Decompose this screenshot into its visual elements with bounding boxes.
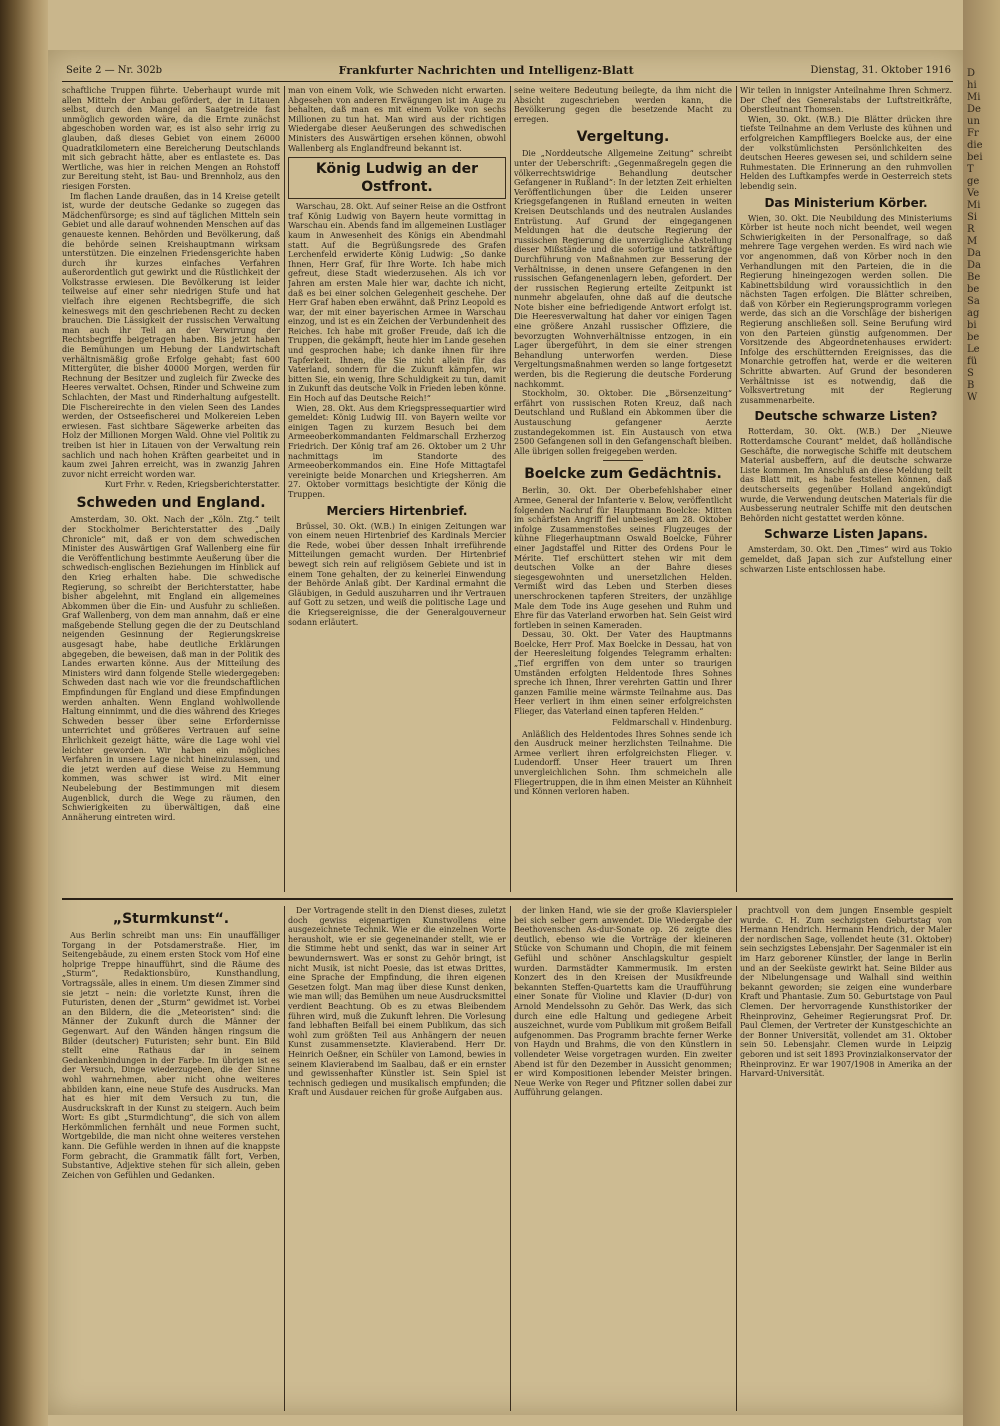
- article-text: der linken Hand, wie sie der große Klavierspieler bei sich selber gern anwendet. Die Wiedergabe der Beethovenschen As-dur-Sonate op. 26 zeigte dies deutlich, ebenso wie die Vorträge der kleineren Stücke von Schumann und Chopin, die mit feinem Gefühl und schöner Anschlagskultur gespielt wurden. Darmstädter Kammermusik. Im ersten Konzert des in den Kreisen der Musikfreunde bekannten Steffen-Quartetts kam die Uraufführung einer Sonate für Violine und Klavier (D-dur) von Arnold Mendelssohn zu Gehör. Das Werk, das sich durch eine edle Haltung und gediegene Arbeit auszeichnet, wurde vom Publikum mit großem Beifall aufgenommen. Das Programm brachte ferner Werke von Haydn und Brahms, die von den Künstlern in vollendeter Weise vorgetragen wurden. Ein zweiter Abend ist für den Dezember in Aussicht genommen; er wird Kompositionen lebender Meister bringen. Neue Werke von Reger und Pfitzner sollen dabei zur Aufführung gelangen.: [514, 906, 732, 1098]
- column-divider: [510, 906, 511, 1411]
- column-divider: [510, 86, 511, 892]
- article-text: Wien, 30. Okt. Die Neubildung des Ministeriums Körber ist heute noch nicht beendet, weil wegen Schwierigkeiten in der Personalfrage, so daß mehrere Tage vergehen werden. Es wird nach wie vor angenommen, daß von Körber noch in den Verhandlungen mit den Parteien, die in die Regierung hineingezogen werden sollen. Die Kabinettsbildung wird voraussichtlich in den nächsten Tagen erfolgen. Die Blätter schreiben, daß von Körber ein Regierungsprogramm vorlegen werde, das sich an die Vorschläge der bisherigen Regierung anschließen soll. Seine Berufung wird von den Parteien günstig aufgenommen. Der Vorsitzende des Abgeordnetenhauses erwidert: Infolge des erschütternden Ereignisses, das die Monarchie getroffen hat, werde er die weiteren Schritte abwarten. Auf Grund der besonderen Verhältnisse ist es notwendig, daß die Volksvertretung mit der Regierung zusammenarbeite.: [740, 213, 952, 405]
- running-header: [66, 62, 951, 78]
- byline: Kurt Frhr. v. Reden, Kriegsberichterstatter.: [104, 480, 280, 490]
- article-text: man von einem Volk, wie Schweden nicht erwarten. Abgesehen von anderen Erwägungen ist im Auge zu behalten, daß man es mit einem Volke von sechs Millionen zu tun hat. Man wird aus der richtigen Wiedergabe dieser Aeußerungen des schwedischen Ministers des Auswärtigen ersehen können, obwohl Wallenberg als Englandfreund bekannt ist.: [288, 86, 506, 153]
- masthead: Frankfurter Nachrichten und Intelligenz-Blatt: [338, 63, 634, 77]
- article-text: Amsterdam, 30. Okt. Nach der „Köln. Ztg.“ teilt der Stockholmer Berichterstatter des „Daily Chronicle“ mit, daß er von dem schwedischen Minister des Auswärtigen Graf Wallenberg eine für die Veröffentlichung bestimmte Aeußerung über die schwedisch-englischen Beziehungen im Hinblick auf den Krieg erhalten habe. Die schwedische Regierung, so schreibt der Berichterstatter, habe bisher abgelehnt, mit England ein allgemeines Abkommen über die Ein- und Ausfuhr zu schließen. Graf Wallenberg, von dem man annahm, daß er eine maßgebende Stellung gegen die der zu Deutschland neigenden Gesinnung der Regierungskreise ausgesagt habe, habe deutliche Erklärungen abgegeben, die beweisen, daß man in der Politik des Landes erwarten könne. Aus der Mitteilung des Ministers wird dann folgende Stelle wiedergegeben: Schweden dast nach wie vor die freundschaftlichen Empfindungen für England und diese Empfindungen werden anhalten. Wenn England wohlwollende Haltung einnimmt, und die dies während des Krieges Schweden besser über seine Erfordernisse unterrichtet und größeres Vertrauen auf seine Ehrlichkeit gezeigt hätte, wäre die Lage wohl viel leichter geworden. Wir haben ein mögliches Verfahren in unsere Lage nicht hineinzulassen, und die jetzt werden auf diese Weise zu Hemmung kommen, was schwer ist wird. Mit einer Neubelebung der Bestimmungen mit diesem Augenblick, durch die Wege zu räumen, den Schwierigkeiten zu überwältigen, daß eine Annäherung eintreten wird.: [62, 515, 280, 822]
- column-divider: [284, 906, 285, 1411]
- headline: Deutsche schwarze Listen?: [754, 409, 938, 424]
- article-text: Amsterdam, 30. Okt. Den „Times“ wird aus Tokio gemeldet, daß Japan sich zur Aufstellung einer schwarzen Liste entschlossen habe.: [740, 545, 952, 574]
- article-text: Der Vortragende stellt in den Dienst dieses, zuletzt doch gewiss eigenartigen Kunstwollens eine ausgezeichnete Technik. Wie er die einzelnen Worte herausholt, wie er sie gegeneinander stellt, wie er die Stimme hebt und senkt, das war in seiner Art bewundernswert. Was er sonst zu Gehör bringt, ist nicht Musik, ist nicht Poesie, das ist etwas Drittes, eine Sprache der Empfindung, die ihren eigenen Gesetzen folgt. Man mag über diese Kunst denken, wie man will; das Bemühen um neue Ausdrucksmittel verdient Beachtung. Ob es zu etwas Bleibendem führen wird, muß die Zukunft lehren. Die Vorlesung fand lebhaften Beifall bei einem Publikum, das sich wohl zum größten Teil aus Anhängern der neuen Kunst zusammensetzte. Klavierabend. Herr Dr. Heinrich Oeßner, ein Schüler von Lamond, bewies in seinem Klavierabend im Saalbau, daß er ein ernster und gewissenhafter Künstler ist. Sein Spiel ist technisch gediegen und musikalisch empfunden; die Kraft und Ausdauer reichen für große Aufgaben aus.: [288, 906, 506, 1098]
- header-rule: [62, 81, 953, 82]
- feuilleton-column-2: [288, 906, 506, 1411]
- column-2: [288, 86, 506, 892]
- headline: Das Ministerium Körber.: [764, 195, 928, 210]
- issue-date: Dienstag, 31. Oktober 1916: [810, 64, 951, 76]
- page-number: Seite 2 — Nr. 302b: [66, 64, 163, 76]
- article-text: Anläßlich des Heldentodes Ihres Sohnes sende ich den Ausdruck meiner herzlichsten Teilnahme. Die Armee verliert ihren erfolgreichsten Flieger. v. Ludendorff. Unser Heer trauert um Ihren unvergleichlichen Sohn. Ihm schmeicheln alle Fliegertruppen, die in ihm einen Meister an Kühnheit und Können verloren haben.: [514, 729, 732, 797]
- headline: König Ludwig an der Ostfront.: [288, 157, 506, 199]
- headline: Boelcke zum Gedächtnis.: [524, 466, 722, 483]
- article-text: Die „Norddeutsche Allgemeine Zeitung“ schreibt unter der Ueberschrift: „Gegenmaßregeln gegen die völkerrechtswidrige Behandlung deutscher Gefangener in Rußland“: In der letzten Zeit erhielten Veröffentlichungen über die Leiden unserer Kriegsgefangenen in Rußland erneuten in weiten Kreisen Deutschlands und des neutralen Auslandes Entrüstung. Auf Grund der eingegangenen Meldungen hat die deutsche Regierung der russischen Regierung die unverzügliche Abstellung dieser Mißstände und die sofortige und tatkräftige Durchführung von Maßnahmen zur Besserung der Verhältnisse, in denen unsere Gefangenen in den russischen Gefangenenlagern leben, gefordert. Der der russischen Regierung erteilte Zeitpunkt ist nunmehr abgelaufen, ohne daß auf die deutsche Note bisher eine befriedigende Antwort erfolgt ist. Die Heeresverwaltung hat daher vor einigen Tagen eine größere Anzahl russischer Offiziere, die bevorzugten Wohnverhältnisse entzogen, in ein Lager übergeführt, in dem sie einer strengen Behandlung unterworfen werden. Diese Vergeltungsmaßnahmen werden so lange fortgesetzt werden, bis die Regierung die deutsche Forderung nachkommt.: [514, 149, 732, 389]
- column-divider: [736, 906, 737, 1411]
- article-text: prachtvoll von dem jungen Ensemble gespielt wurde. C. H. Zum sechzigsten Geburtstag von Hermann Hendrich. Hermann Hendrich, der Maler der nordischen Sage, vollendet heute (31. Oktober) sein sechzigstes Lebensjahr. Der Sagenmaler ist ein im Harz geborener Künstler, der lange in Berlin und an der Seeküste gewirkt hat. Seine Bilder aus der Nibelungensage und Walhall sind weithin bekannt geworden; sie zeigen eine wunderbare Kraft und Phantasie. Zum 50. Geburtstage von Paul Clemen. Der hervorragende Kunsthistoriker der Rheinprovinz, Geheimer Regierungsrat Prof. Dr. Paul Clemen, der Vertreter der Kunstgeschichte an der Bonner Universität, vollendet am 31. Oktober sein 50. Lebensjahr. Clemen wurde in Leipzig geboren und ist seit 1893 Provinzialkonservator der Rheinprovinz. Er war 1907/1908 in Amerika an der Harvard-Universität.: [740, 906, 952, 1079]
- column-3: [514, 86, 732, 892]
- article-text: Wien, 30. Okt. (W.B.) Die Blätter drücken ihre tiefste Teilnahme an dem Verluste des kühnen und erfolgreichen Kampffliegers Boelcke aus, der eine der volkstümlichsten Persönlichkeiten des deutschen Heeres gewesen sei, und schildern seine Ruhmestaten. Die Erinnerung an den ruhmvollen Helden des Luftkampfes werde in Oesterreich stets lebendig sein.: [740, 114, 952, 191]
- adjacent-page-text: D hi Mi De un Fr die bei T ge Ve Mi Si R M Da Da Be be Sa ag bi be Le fü S B W: [967, 68, 983, 403]
- article-text: Warschau, 28. Okt. Auf seiner Reise an die Ostfront traf König Ludwig von Bayern heute vormittag in Warschau ein. Abends fand im allgemeinen Lustlager kaum in Anwesenheit des Königs ein Abendmahl statt. Auf die Begrüßungsrede des Grafen Lerchenfeld erwiderte König Ludwig: „So danke Ihnen, Herr Graf, für Ihre Worte. Ich habe mich gefreut, diese Stadt wiederzusehen. Als ich vor Jahren am ersten Male hier war, dachte ich nicht, daß es bei einer solchen Gelegenheit geschehe. Der Herr Graf haben eben erwähnt, daß Prinz Leopold es war, der mit einer bayerischen Armee in Warschau einzog, und ist es ein Zeichen der Verbundenheit des Reiches. Ich habe mit großer Freude, daß ich die Truppen, die gekämpft, heute hier im Lande gesehen und gesprochen habe; ich danke ihnen für ihre Tapferkeit. Ihnen, die Sie nicht allein für das Vaterland, sondern für die Zukunft kämpfen, wir bitten Sie, ein wenig, Ihre Schuldigkeit zu tun, damit in Zukunft das deutsche Volk in Frieden leben könne. Ein Hoch auf das Deutsche Reich!“: [288, 202, 506, 404]
- article-text: Wien, 28. Okt. Aus dem Kriegspressequartier wird gemeldet: König Ludwig III. von Bayern weilte vor einigen Tagen zu kurzem Besuch bei dem Armeeoberkommandanten Feldmarschall Erzherzog Friedrich. Der König traf am 26. Oktober um 2 Uhr nachmittags im Standorte des Armeeoberkommandos ein. Eine Hofe Mittagtafel vereinigte beide Monarchen und Kriegsherren. Am 27. Oktober vormittags besichtigte der König die Truppen.: [288, 403, 506, 499]
- feuilleton-column-3: [514, 906, 732, 1411]
- column-divider: [736, 86, 737, 892]
- article-text: Im flachen Lande draußen, das in 14 Kreise geteilt ist, wurde der deutsche Gedanke so zugegen das Mädchenfürsorge; es sind auf täglichen Mitteln sein Gebiet und alle darauf wohnenden Menschen auf das genaueste kennen. Behörden und Bevölkerung, daß die behörde seinen Kreishauptmann wirksam unterstützen. Die einzelnen Friedensgerichte haben durch ihr kurzes einfaches Verfahren außerordentlich gut gewirkt und die Rüstlichkeit der Volkstrasse erwiesen. Die Bevölkerung ist leider teilweise auf einer sehr niedrigen Stufe und hat vielfach ihre eigenen Rechtsbegriffe, die sich keineswegs mit den geschriebenen Recht zu decken brauchen. Die Lässigkeit der russischen Verwaltung man auch ihr Teil an der Verwirrung der Rechtsbegriffe beigetragen haben. Bis jetzt haben die Bemühungen um Hebung der Landwirtschaft verhältnismäßig große Erfolge gehabt; fast 600 Mittergüter, die bisher 40000 Morgen, werden für Rechnung der Besitzer und zugleich für Zwecke des Heeres verwaltet. Ochsen, Rinder und Schweine zum Schlachten, der Mast und Rinderhaltung aufgestellt. Die Fischereirechte in den vielen Seen des Landes werden, der Ostseefischerei und Molkereien Leben erwiesen. Fast sichtbare Sägewerke arbeiten das Holz der Millionen Morgen Wald. Ohne viel Politik zu treiben ist hier in Litauen von der Verwaltung rein sachlich und nach hohen Kräften gearbeitet und in kaum zwei Jahren erreicht, was in zwanzig Jahren zuvor nicht erreicht worden war.: [62, 191, 280, 479]
- adjacent-page-fragment: [963, 0, 1000, 1426]
- headline: Schweden und England.: [76, 495, 266, 512]
- section-divider: [603, 460, 643, 461]
- headline: Schwarze Listen Japans.: [764, 527, 928, 542]
- article-text: Stockholm, 30. Oktober. Die „Börsenzeitung“ erfährt von russischen Roten Kreuz, daß nach Deutschland und Rußland ein Abkommen über die Austauschung gefangener Aerzte zustandegekommen ist. Ein Austausch von etwa 2500 Gefangenen soll in den Gefangenschaft bleiben. Alle übrigen sollen freigegeben werden.: [514, 389, 732, 456]
- article-text: schaftliche Truppen führte. Ueberhaupt wurde mit allen Mitteln der Anbau gefördert, der in Litauen selbst, durch den Mangel an Saatgetreide fast unmöglich geworden wäre, da die Ernte zunächst abgeschoben worden war, es ist also sehr irrig zu glauben, daß dieses Gebiet von einem 26000 Quadratkilometern eine Bereicherung Deutschlands mit sich gebracht hätte, aber es entlastete es. Das Wertliche, was hier in reichen Mengen an Rohstoff zur Bereitung steht, ist Bau- und Brennholz, aus den riesigen Forsten.: [62, 86, 280, 191]
- feuilleton-column-4: [740, 906, 952, 1411]
- column-1: [62, 86, 280, 892]
- article-text: seine weitere Bedeutung beilegte, da ihm nicht die Absicht zugeschrieben werden kann, die Bevölkerung gegen die besetzende Macht zu erregen.: [514, 86, 732, 124]
- column-4: [740, 86, 952, 892]
- article-text: Wir teilen in innigster Anteilnahme Ihren Schmerz. Der Chef des Generalstabs der Luftstreitkräfte, Oberstleutnant Thomsen.: [740, 86, 952, 115]
- headline: Merciers Hirtenbrief.: [326, 503, 468, 518]
- feuilleton-title: „Sturmkunst“.: [112, 911, 230, 927]
- article-text: Rotterdam, 30. Okt. (W.B.) Der „Nieuwe Rotterdamsche Courant“ meldet, daß holländische Geschäfte, die norwegische Schiffe mit deutschem Material ausbeffern, auf die deutsche schwarze Liste kommen. Im Anschluß an diese Meldung teilt das Blatt mit, es habe feststellen können, daß deutscherseits gegenüber Holland angekündigt wurde, die Verwendung deutschen Materials für die Ausbesserung neutraler Schiffe mit den deutschen Behörden nicht gestattet werden könne.: [740, 427, 952, 523]
- byline: Feldmarschall v. Hindenburg.: [612, 717, 732, 727]
- feuilleton-rule: [62, 898, 953, 900]
- article-text: Dessau, 30. Okt. Der Vater des Hauptmanns Boelcke, Herr Prof. Max Boelcke in Dessau, hat von der Heeresleitung folgendes Telegramm erhalten: „Tief ergriffen von dem unter so traurigen Umständen erfolgten Heldentode Ihres Sohnes spreche ich Ihnen, Ihrer verehrten Gattin und Ihrer ganzen Familie meine wärmste Teilnahme aus. Das Heer verliert in ihm einen seiner erfolgreichsten Flieger, das Vaterland einen tapferen Helden.“: [514, 630, 732, 717]
- newspaper-page: [48, 50, 963, 1415]
- article-text: Brüssel, 30. Okt. (W.B.) In einigen Zeitungen war von einem neuen Hirtenbrief des Kardinals Mercier die Rede, wobei über dessen Inhalt irreführende Mitteilungen gemacht wurden. Der Hirtenbrief bewegt sich rein auf religiösem Gebiete und ist in einem Tone gehalten, der zu keinerlei Einwendung der Behörde Anlaß gibt. Der Kardinal ermahnt die Gläubigen, in Geduld auszuharren und ihr Vertrauen auf Gott zu setzen, und weiß die politische Lage und die Kriegsereignisse, die der Generalgouverneur sodann erläutert.: [288, 521, 506, 627]
- headline: Vergeltung.: [576, 129, 670, 146]
- feuilleton-column-1: [62, 906, 280, 1411]
- column-divider: [284, 86, 285, 892]
- article-text: Berlin, 30. Okt. Der Oberbefehlshaber einer Armee, General der Infanterie v. Below, veröffentlicht folgenden Nachruf für Hauptmann Boelcke: Mitten im schärfsten Angriff fiel unbesiegt am 28. Oktober infolge Zusammenstoßes seines Flugzeuges der kühne Fliegerhauptmann Oswald Boelcke, Führer einer Jagdstaffel und Ritter des Ordens Pour le Mérite. Tief erschüttert stehen wir mit dem deutschen Volke an der Bahre dieses siegesgewohnten und unersetzlichen Helden. Vermißt wird das Leben und Sterben dieses unerschrockenen tapferen Streiters, der unzählige Male dem Tode ins Auge gesehen und Ruhm und Ehre für das Vaterland erworben hat. Sein Geist wird fortleben in seinen Kameraden.: [514, 486, 732, 630]
- article-text: Aus Berlin schreibt man uns: Ein unauffälliger Torgang in der Potsdamerstraße. Hier, im Seitengebäude, zu einem ersten Stock vom Hof eine holprige Treppe hinaufführt, sind die Räume des „Sturm“, Redaktionsbüro, Kunsthandlung, Vortragssäle, alles in einem. Um diesen Zimmer sind sie jetzt – nein: die vorletzte Kunst, ihren die Futuristen, denen der „Sturm“ gewidmet ist. Vorbei an den Bildern, die die „Meteoristen“ sind: die Männer der Zukunft durch die Männer der Gegenwart. Auf den Wänden hängen ringsum die Bilder (deutscher) Futuristen; sehr bunt. Ein Bild stellt eine Rathaus dar in seinem Gedankenbindungen in der Farbe. Im übrigen ist es der Versuch, Dinge wiederzugeben, die der Sinne wohl wahrnehmen, aber nicht ohne weiteres abbilden kann, eine neue Stufe des Ausdrucks. Man hat es hier mit dem Versuch zu tun, die Ausdruckskraft in der Kunst zu steigern. Auch beim Wort: Es gibt „Sturmdichtung“, die sich von allem Herkömmlichen fernhält und neue Formen sucht, Wortgebilde, die man nicht ohne weiteres verstehen kann. Die Gefühle werden in ihnen auf die knappste Form gebracht, die Grammatik fällt fort, Verben, Substantive, Adjektive stehen für sich allein, geben Zeichen von Gefühlen und Gedanken.: [62, 931, 280, 1180]
- book-binding: [0, 0, 48, 1426]
